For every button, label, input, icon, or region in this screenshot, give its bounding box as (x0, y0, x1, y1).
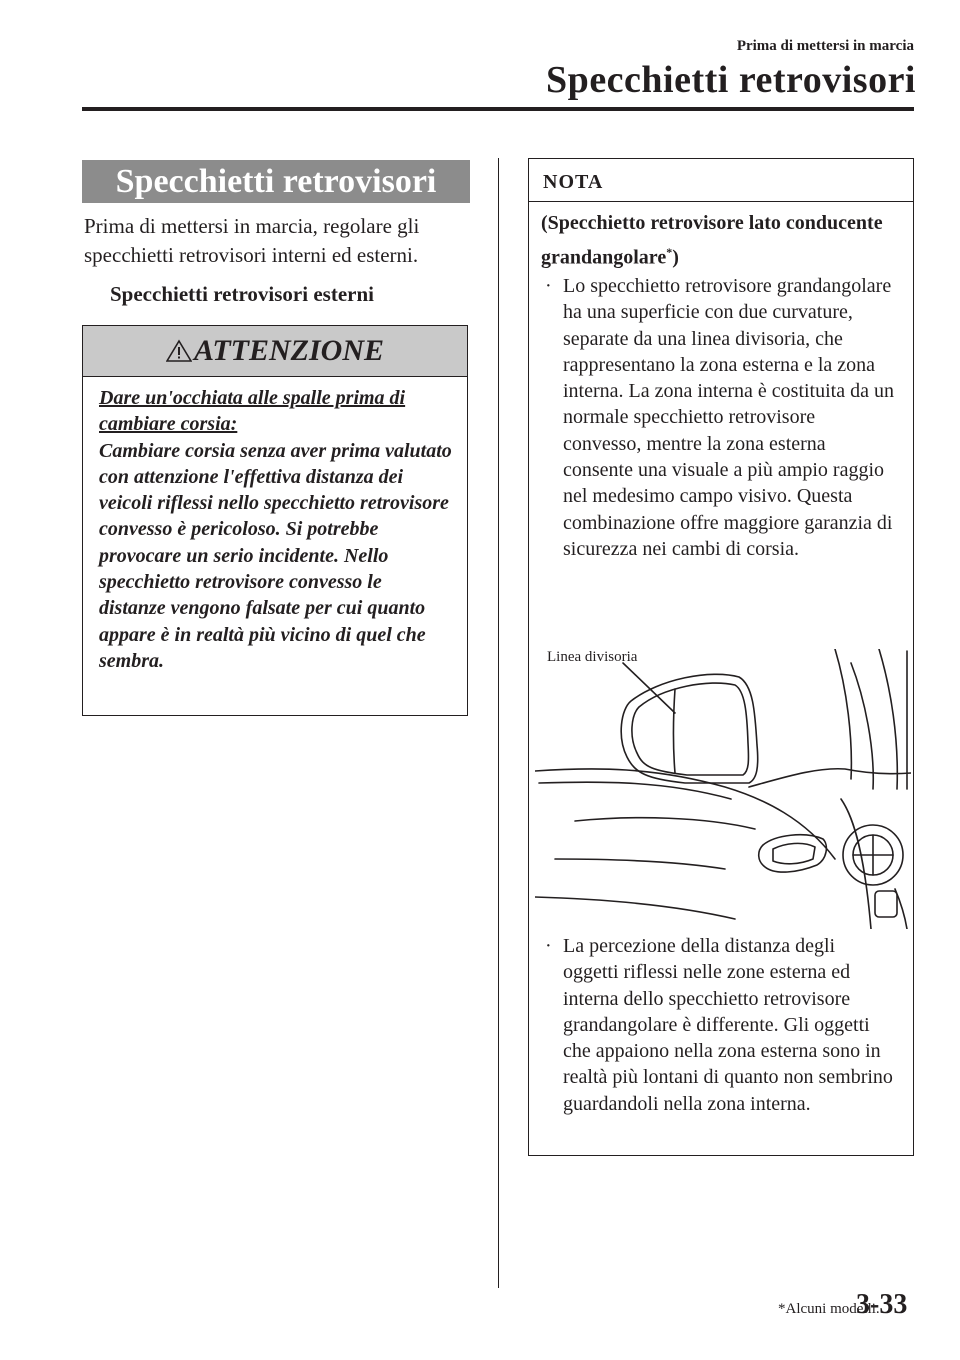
note-subheading (541, 209, 901, 273)
warning-body (83, 377, 467, 674)
note-subheading-end: ) (672, 246, 679, 269)
section-title: Specchietti retrovisori (82, 160, 470, 203)
warning-triangle-icon (166, 339, 192, 363)
header-rule (82, 107, 914, 111)
page-header-title: Specchietti retrovisori (546, 59, 916, 101)
warning-header (83, 326, 467, 377)
page-number: 3-33 (856, 1289, 908, 1320)
figure-label-division-line: Linea divisoria (547, 649, 638, 665)
footnote: *Alcuni modelli. (778, 1301, 880, 1317)
warning-text: Cambiare corsia senza aver prima valutato con attenzione l'effettiva distanza dei veicoli riflessi nello specchietto retrovisore convesso è pericoloso. Si potrebbe provocare un serio incidente. Nello specchietto retrovisore convesso le distanze vengono falsate per cui quanto appare è in realtà più vicino di quel che sembra. (99, 439, 452, 672)
warning-box (82, 325, 468, 716)
note-heading: NOTA (529, 159, 913, 202)
note-subheading-text: (Specchietto retrovisore lato conducente grandangolare (541, 212, 883, 269)
intro-text: Prima di mettersi in marcia, regolare gli specchietti retrovisori interni ed esterni. (84, 214, 420, 267)
note-bullet-1-text: Lo specchietto retrovisore grandangolare ha una superficie con due curvature, separate da una linea divisoria, che rappresentano la zona esterna e la zona interna. La zona interna è costituita da un normale specchietto retrovisore convesso, mentre la zona esterna consente una visuale a più ampio raggio nel medesimo campo visivo. Questa combinazione offre maggiore garanzia di sicurezza nei cambi di corsia. (563, 275, 894, 560)
warning-heading: ATTENZIONE (193, 334, 385, 367)
note-box (528, 158, 914, 1156)
bullet-dot: · (545, 935, 552, 957)
warning-underlined: Dare un'occhiata alle spalle prima di cambiare corsia: (99, 387, 406, 436)
mirror-illustration (535, 649, 911, 929)
note-bullet-1 (545, 273, 895, 562)
column-divider (498, 158, 499, 1288)
section-label: Prima di mettersi in marcia (736, 38, 914, 54)
asterisk-mark: * (666, 245, 673, 259)
note-bullet-2 (545, 933, 895, 1117)
subheading: Specchietti retrovisori esterni (110, 282, 374, 306)
note-bullet-2-text: La percezione della distanza degli oggetti riflessi nelle zone esterna ed interna dello specchietto retrovisore grandangolare è differente. Gli oggetti che appaiono nella zona esterna sono in realtà più lontani di quanto non sembrino guardandoli nella zona interna. (563, 935, 893, 1115)
bullet-dot: · (545, 275, 552, 297)
